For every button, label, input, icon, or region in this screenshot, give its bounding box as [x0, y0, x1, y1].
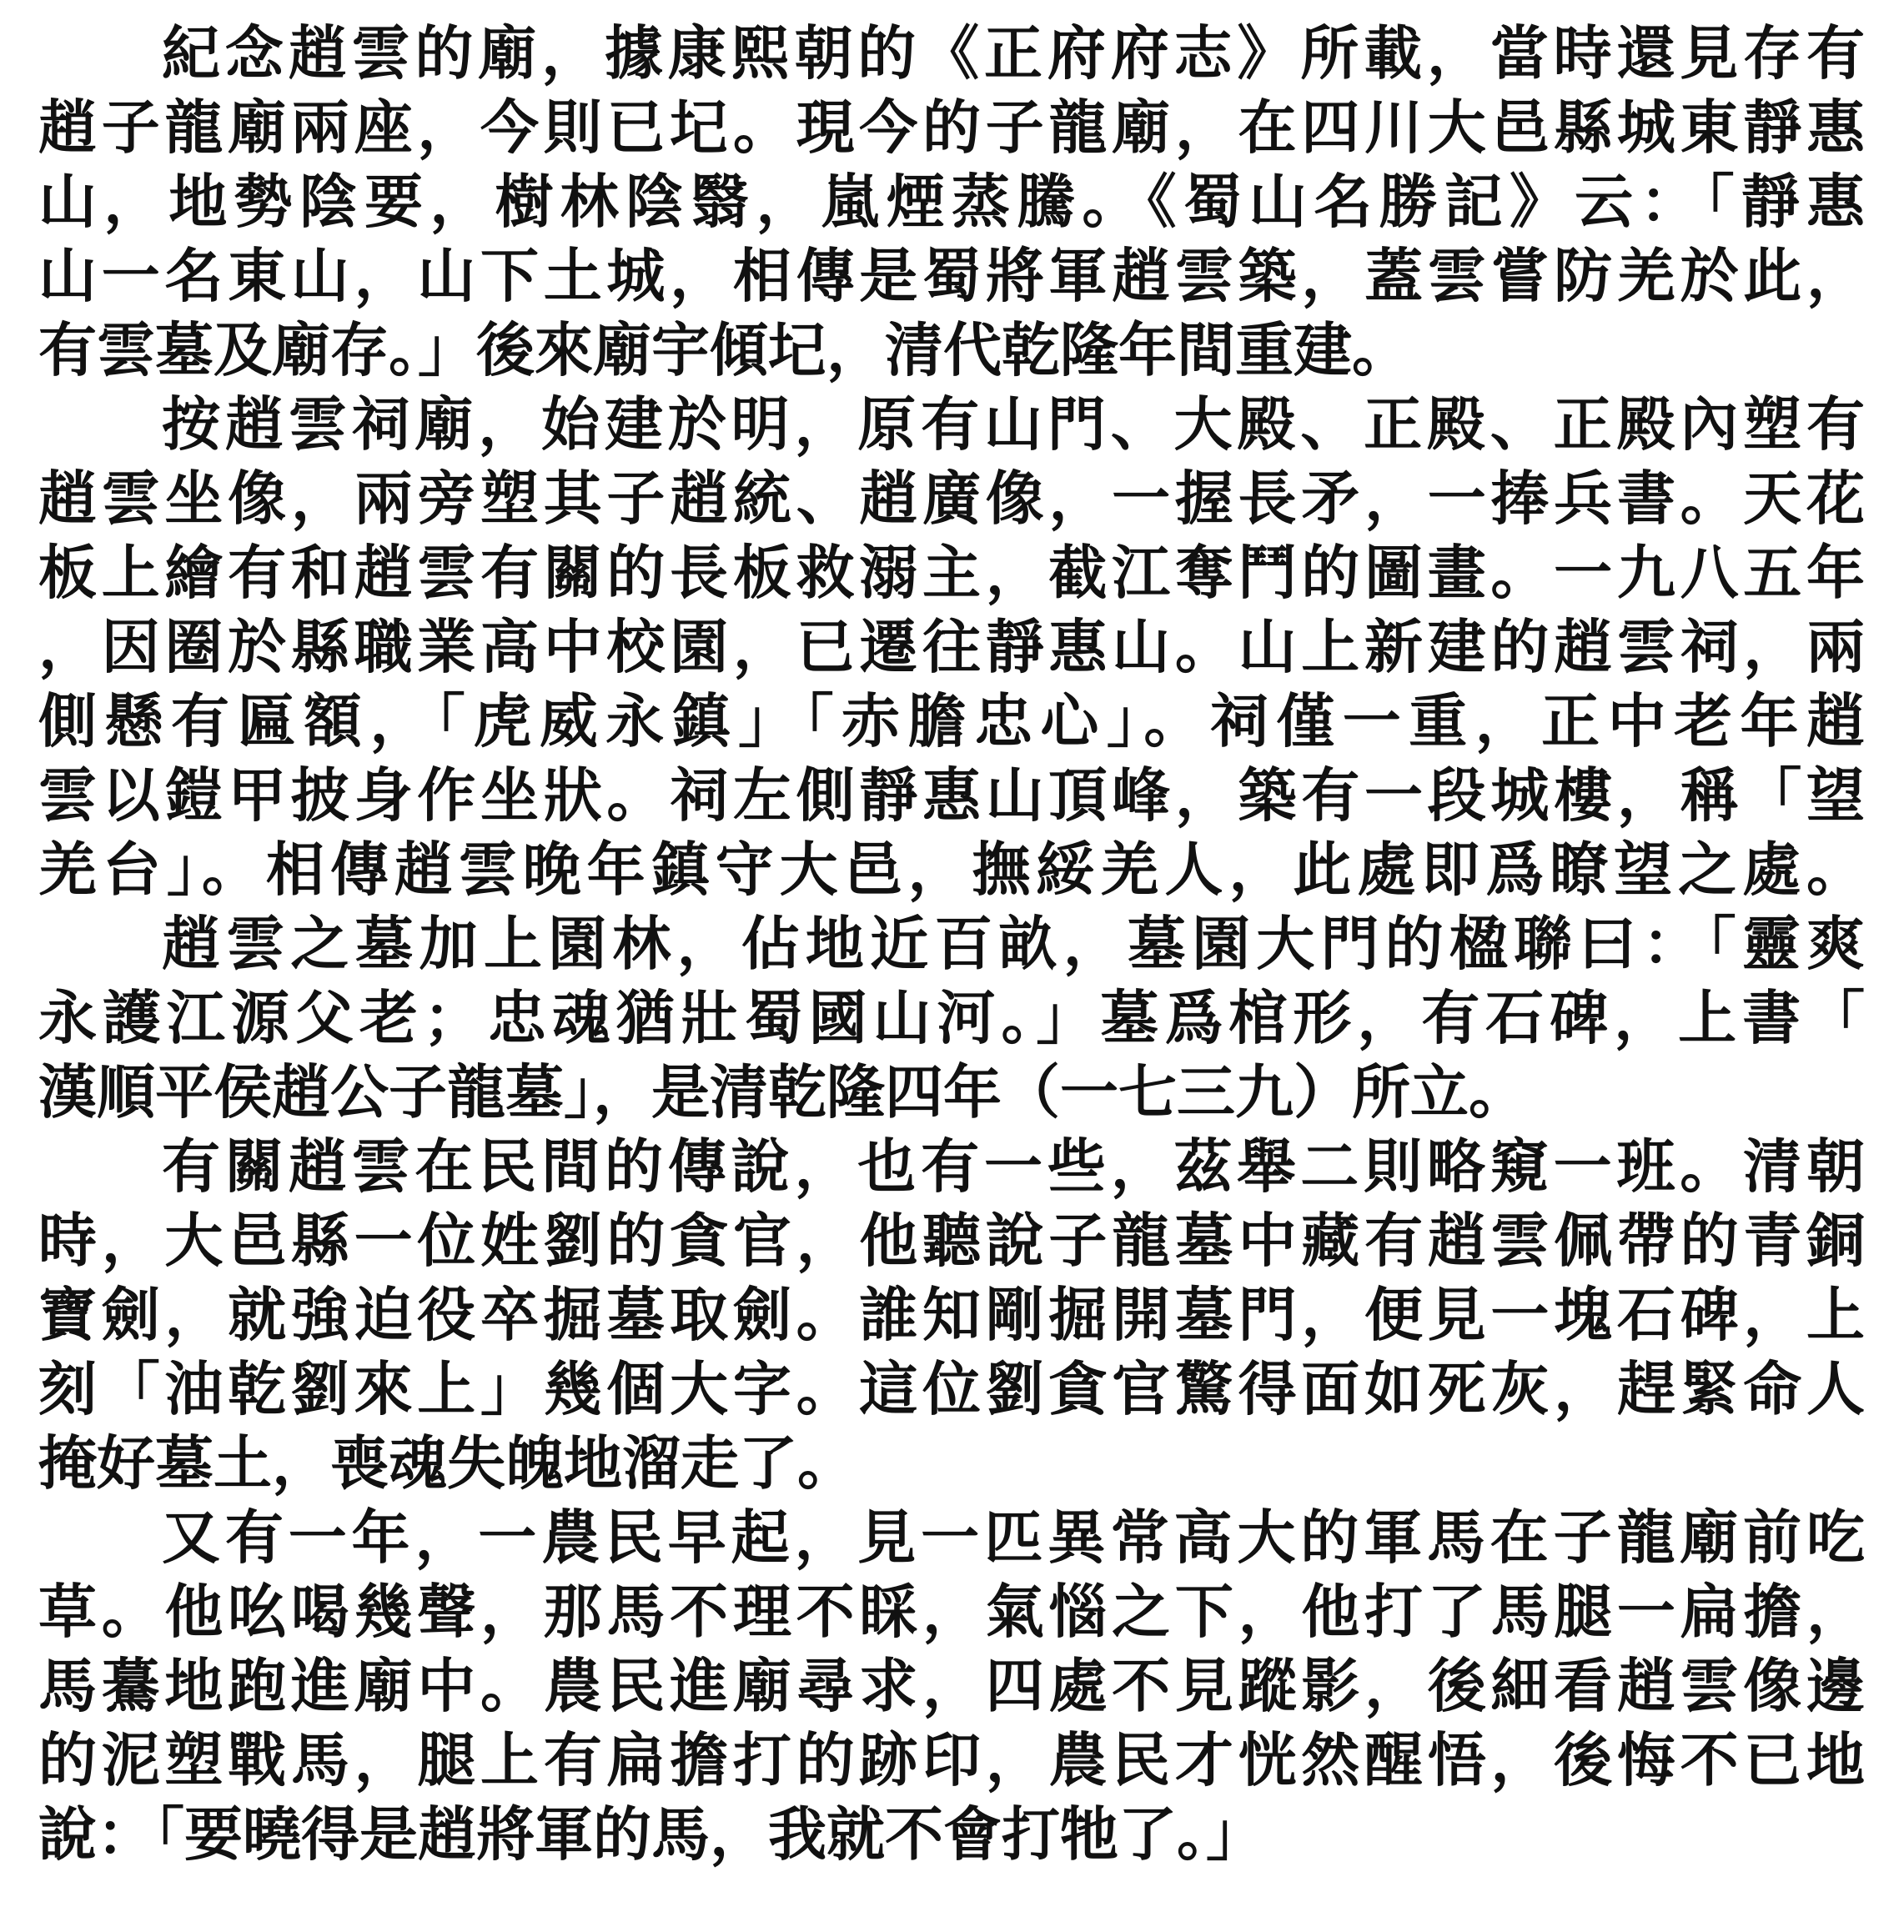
text-line: 又有一年，一農民早起，見一匹異常高大的軍馬在子龍廟前吃 — [162, 1503, 1865, 1572]
text-line: 說：「要曉得是趙將軍的馬，我就不會打牠了。」 — [38, 1800, 1264, 1869]
text-line: 趙雲之墓加上園林，佔地近百畝，墓園大門的楹聯曰：「靈爽 — [162, 910, 1865, 978]
text-line: 草。他吆喝幾聲，那馬不理不睬，氣惱之下，他打了馬腿一扁擔， — [38, 1578, 1865, 1646]
text-line: 掩好墓土，喪魂失魄地溜走了。 — [38, 1429, 856, 1498]
text-line: ，因圈於縣職業高中校園，已遷往靜惠山。山上新建的趙雲祠，兩 — [38, 613, 1865, 681]
paragraph-2 — [38, 388, 1865, 907]
text-line: 寶劍，就強迫役卒掘墓取劍。誰知剛掘開墓門，便見一塊石碑，上 — [38, 1281, 1865, 1349]
text-line: 山，地勢陰要，樹林陰翳，嵐煙蒸騰。《蜀山名勝記》云：「靜惠 — [38, 168, 1865, 236]
text-line: 側懸有匾額，「虎威永鎮」「赤膽忠心」。祠僅一重，正中老年趙 — [38, 687, 1865, 755]
text-line: 永護江源父老；忠魂猶壯蜀國山河。」墓爲棺形，有石碑，上書「 — [38, 984, 1865, 1052]
paragraph-3 — [38, 907, 1865, 1130]
text-line: 有關趙雲在民間的傳說，也有一些，茲舉二則略窺一班。清朝 — [162, 1132, 1865, 1201]
text-line: 時，大邑縣一位姓劉的貪官，他聽說子龍墓中藏有趙雲佩帶的青銅 — [38, 1207, 1865, 1275]
text-line: 漢順平侯趙公子龍墓」，是清乾隆四年（一七三九）所立。 — [38, 1058, 1527, 1127]
paragraph-1 — [38, 17, 1865, 388]
text-line: 有雲墓及廟存。」後來廟宇傾圮，清代乾隆年間重建。 — [38, 316, 1410, 384]
text-line: 紀念趙雲的廟，據康熙朝的《正府府志》所載，當時還見存有 — [162, 19, 1865, 88]
text-line: 馬驀地跑進廟中。農民進廟尋求，四處不見蹤影，後細看趙雲像邊 — [38, 1652, 1865, 1720]
text-line: 雲以鎧甲披身作坐狀。祠左側靜惠山頂峰，築有一段城樓，稱「望 — [38, 761, 1865, 830]
article-body — [38, 17, 1865, 1872]
text-line: 的泥塑戰馬，腿上有扁擔打的跡印，農民才恍然醒悟，後悔不已地 — [38, 1726, 1865, 1794]
text-line: 羌台」。相傳趙雲晚年鎮守大邑，撫綏羌人，此處即爲瞭望之處。 — [38, 836, 1865, 904]
text-line: 趙子龍廟兩座，今則已圮。現今的子龍廟，在四川大邑縣城東靜惠 — [38, 93, 1865, 162]
paragraph-5 — [38, 1501, 1865, 1872]
text-line: 按趙雲祠廟，始建於明，原有山門、大殿、正殿、正殿內塑有 — [162, 390, 1865, 459]
text-line: 山一名東山，山下土城，相傳是蜀將軍趙雲築，蓋雲嘗防羌於此， — [38, 242, 1865, 310]
text-line: 刻「油乾劉來上」幾個大字。這位劉貪官驚得面如死灰，趕緊命人 — [38, 1355, 1865, 1423]
paragraph-4 — [38, 1130, 1865, 1501]
text-line: 趙雲坐像，兩旁塑其子趙統、趙廣像，一握長矛，一捧兵書。天花 — [38, 464, 1865, 533]
text-line: 板上繪有和趙雲有關的長板救溺主，截江奪鬥的圖畫。一九八五年 — [38, 539, 1865, 607]
